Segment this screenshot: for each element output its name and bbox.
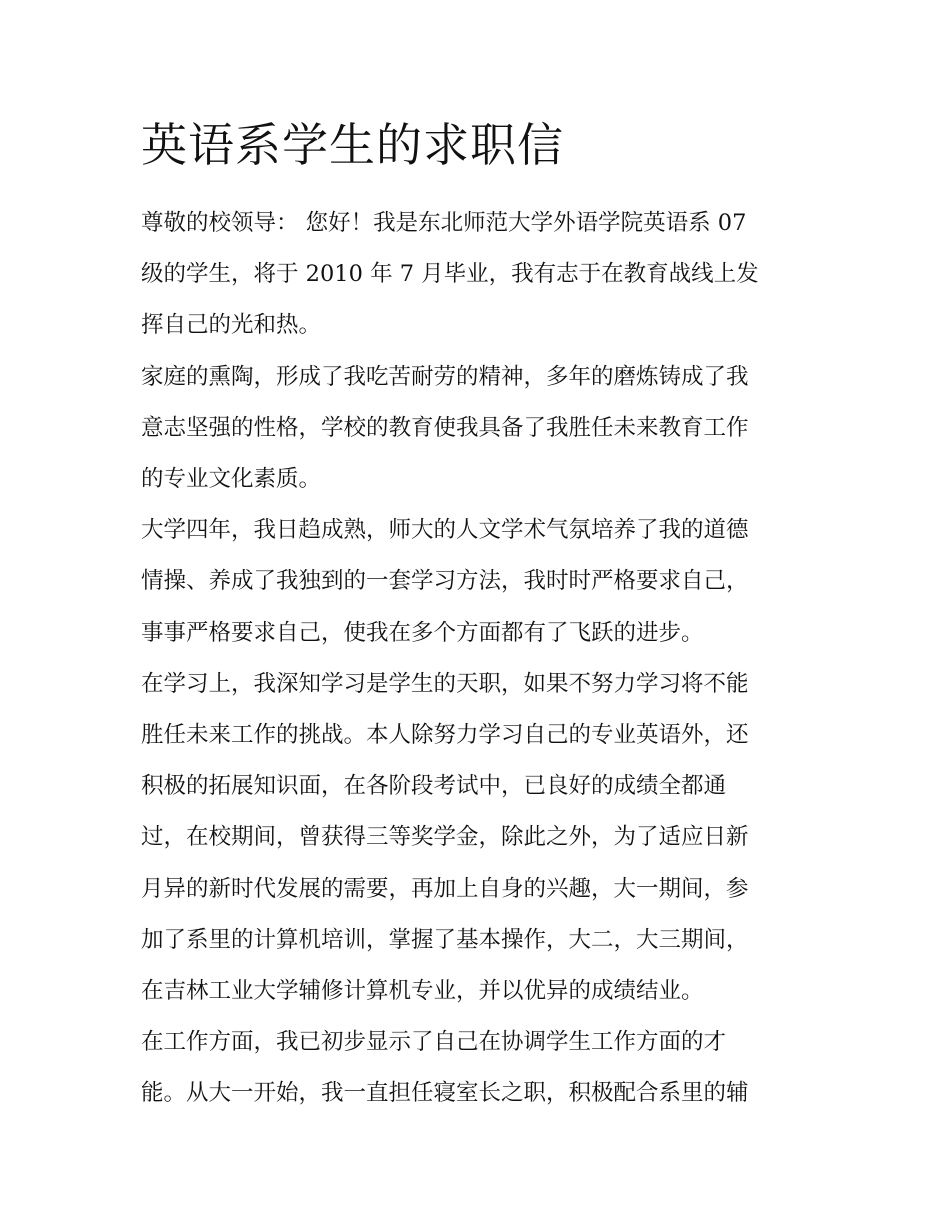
text-line: 在工作方面，我已初步显示了自己在协调学生工作方面的才 bbox=[141, 1029, 727, 1056]
paragraph-university bbox=[141, 505, 817, 659]
text-line: 在吉林工业大学辅修计算机专业，并以优异的成绩结业。 bbox=[141, 978, 704, 1005]
text-line: 尊敬的校领导： 您好！我是东北师范大学外语学院英语系 07 bbox=[141, 210, 747, 236]
text-line: 加了系里的计算机培训，掌握了基本操作，大二，大三期间， bbox=[141, 926, 749, 953]
text-line: 事事严格要求自己，使我在多个方面都有了飞跃的进步。 bbox=[141, 619, 704, 646]
document-content bbox=[141, 112, 817, 1120]
text-line: 胜任未来工作的挑战。本人除努力学习自己的专业英语外，还 bbox=[141, 722, 749, 749]
paragraph-study bbox=[141, 659, 817, 1017]
text-line: 在学习上，我深知学习是学生的天职，如果不努力学习将不能 bbox=[141, 670, 749, 697]
text-line: 大学四年，我日趋成熟，师大的人文学术气氛培养了我的道德 bbox=[141, 517, 749, 544]
paragraph-work bbox=[141, 1017, 817, 1119]
paragraph-greeting bbox=[141, 198, 817, 352]
document-title: 英语系学生的求职信 bbox=[141, 118, 564, 172]
text-line: 的专业文化素质。 bbox=[141, 466, 322, 493]
text-line: 家庭的熏陶，形成了我吃苦耐劳的精神，多年的磨炼铸成了我 bbox=[141, 363, 749, 390]
text-line: 级的学生，将于 2010 年 7 月毕业，我有志于在教育战线上发 bbox=[141, 261, 759, 288]
paragraph-family bbox=[141, 352, 817, 506]
text-line: 积极的拓展知识面，在各阶段考试中，已良好的成绩全都通 bbox=[141, 773, 727, 800]
text-line: 月异的新时代发展的需要，再加上自身的兴趣，大一期间，参 bbox=[141, 875, 749, 902]
text-line: 挥自己的光和热。 bbox=[141, 312, 322, 339]
text-line: 意志坚强的性格，学校的教育使我具备了我胜任未来教育工作 bbox=[141, 414, 749, 441]
text-line: 过，在校期间，曾获得三等奖学金，除此之外，为了适应日新 bbox=[141, 824, 749, 851]
text-line: 情操、养成了我独到的一套学习方法，我时时严格要求自己， bbox=[141, 568, 749, 595]
text-line: 能。从大一开始，我一直担任寝室长之职，积极配合系里的辅 bbox=[141, 1080, 749, 1107]
document-body bbox=[141, 198, 817, 1120]
